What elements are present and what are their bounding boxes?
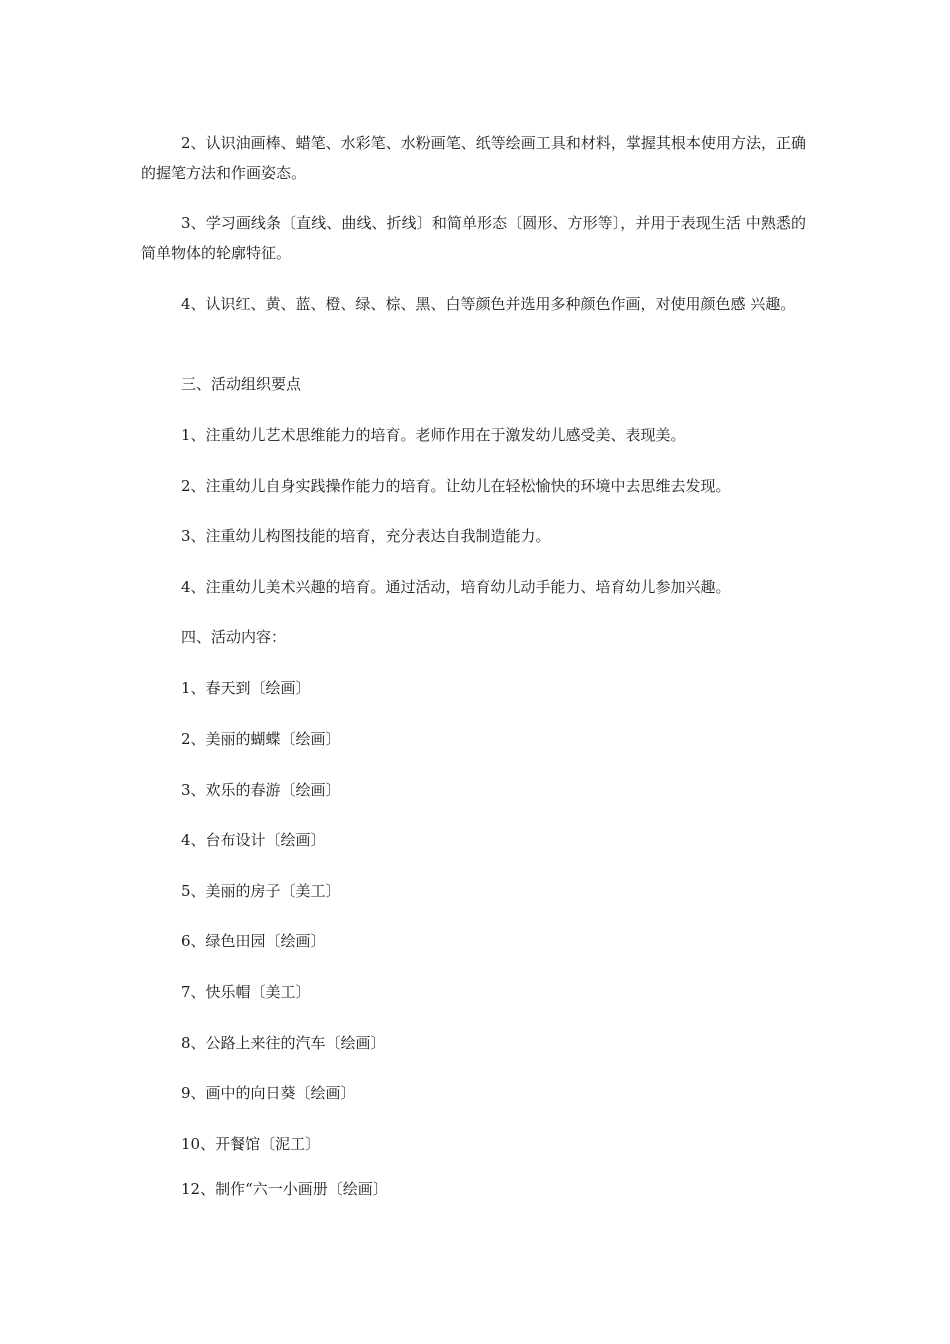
organization-item: 4、注重幼儿美术兴趣的培育。通过活动，培育幼儿动手能力、培育幼儿参加兴趣。 [181, 578, 731, 596]
organization-item: 3、注重幼儿构图技能的培育，充分表达自我制造能力。 [181, 527, 551, 545]
organization-item: 1、注重幼儿艺术思维能力的培育。老师作用在于激发幼儿感受美、表现美。 [181, 426, 686, 444]
activity-item: 7、快乐帽〔美工〕 [181, 983, 311, 1001]
activity-item: 1、春天到〔绘画〕 [181, 679, 311, 697]
activity-item: 9、画中的向日葵〔绘画〕 [181, 1084, 356, 1102]
organization-item: 2、注重幼儿自身实践操作能力的培育。让幼儿在轻松愉快的环境中去思维去发现。 [181, 477, 731, 495]
paragraph-tools: 2、认识油画棒、蜡笔、水彩笔、水粉画笔、纸等绘画工具和材料，掌握其根本使用方法，正确的握笔方法和作画姿态。 [141, 134, 806, 182]
activity-item: 3、欢乐的春游〔绘画〕 [181, 781, 341, 799]
paragraph-colors: 4、认识红、黄、蓝、橙、绿、棕、黑、白等颜色并选用多种颜色作画，对使用颜色感 兴趣。 [181, 295, 796, 313]
activity-item: 2、美丽的蝴蝶〔绘画〕 [181, 730, 341, 748]
section-heading-content: 四、活动内容： [181, 628, 287, 646]
activity-item: 4、台布设计〔绘画〕 [181, 831, 326, 849]
activity-item: 12、制作“六一小画册〔绘画〕 [181, 1180, 388, 1198]
paragraph-lines-shapes: 3、学习画线条〔直线、曲线、折线〕和简单形态〔圆形、方形等〕，并用于表现生活 中熟悉的简单物体的轮廓特征。 [141, 214, 806, 262]
section-heading-organization: 三、活动组织要点 [181, 375, 302, 393]
activity-item: 5、美丽的房子〔美工〕 [181, 882, 341, 900]
activity-item: 8、公路上来往的汽车〔绘画〕 [181, 1034, 386, 1052]
activity-item: 10、开餐馆〔泥工〕 [181, 1135, 321, 1153]
activity-item: 6、绿色田园〔绘画〕 [181, 932, 326, 950]
